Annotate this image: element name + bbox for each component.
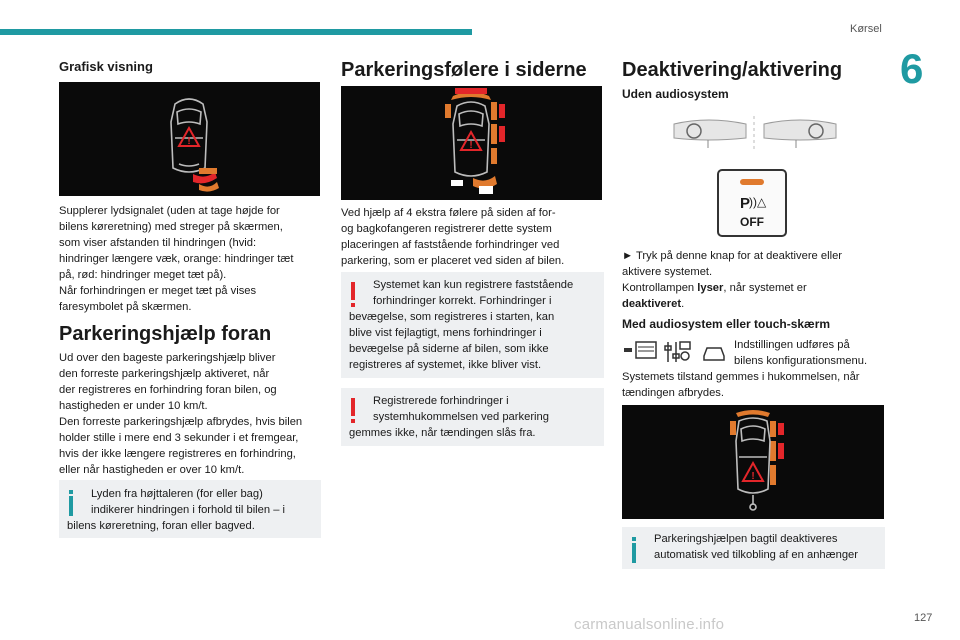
text-line: tændingen afbrydes.: [622, 387, 724, 399]
paragraph-instruction: [622, 248, 884, 312]
text-line: og bagkofangeren registrerer dette system: [341, 223, 552, 235]
text-line: indikerer hindringen i forhold til bilen – i: [91, 504, 286, 516]
text-line: .: [681, 298, 685, 310]
svg-text:!: !: [751, 471, 755, 482]
text-line: Registrerede forhindringer i: [373, 395, 509, 407]
info-icon: [67, 490, 75, 516]
warning-icon: [349, 398, 357, 424]
paragraph-grafisk: [59, 203, 321, 315]
page-number: 127: [914, 612, 933, 624]
text-line: Lyden fra højttaleren (for eller bag): [91, 488, 263, 500]
text-line: hindringer længere væk, orange: hindringer tæt: [59, 253, 294, 265]
text-line: , når systemet er: [723, 282, 807, 294]
paragraph-foran: [59, 350, 321, 478]
text-line: Parkeringshjælpen bagtil deaktiveres: [654, 533, 838, 545]
text-line: hvis der ikke længere registreres en forhindring,: [59, 448, 296, 460]
text-line: parkering, som er placeret ved siden af bilen.: [341, 255, 565, 267]
parking-sensor-off-button-icon[interactable]: [717, 169, 787, 237]
text-line: holder stille i mere end 3 sekunder i et fremgear,: [59, 432, 299, 444]
text-line: registreres af systemet, ikke bliver vist.: [349, 359, 542, 371]
info-icon: [630, 537, 638, 563]
heading-parkeringsfoelere: Parkeringsfølere i siderne: [341, 59, 587, 81]
text-line: Systemet kan kun registrere faststående: [373, 279, 574, 291]
info-note-foran: [59, 480, 321, 538]
paragraph-side-sensors: [341, 205, 603, 269]
heading-deaktivering: Deaktivering/aktivering: [622, 59, 843, 81]
button-off-label: OFF: [740, 215, 764, 229]
figure-rear-sensor-display: [59, 82, 320, 196]
text-line: bilens køreretning) med streger på skærmen,: [59, 221, 283, 233]
text-line: Systemets tilstand gemmes i hukommelsen, når: [622, 371, 860, 383]
warning-note-1: [341, 272, 604, 378]
text-line: Supplerer lydsignalet (uden at tage højde for: [59, 205, 280, 217]
text-line: bevægelse på siderne af bilen, som ikke: [349, 343, 549, 355]
button-p-label: P: [740, 195, 751, 212]
text-line: Den forreste parkeringshjælp afbrydes, hvis bilen: [59, 416, 303, 428]
paragraph-settings: [734, 337, 894, 369]
svg-text:!: !: [469, 140, 473, 151]
warning-icon: [349, 282, 357, 308]
heading-grafisk-visning: Grafisk visning: [59, 59, 153, 74]
text-line: den forreste parkeringshjælp aktiveret, når: [59, 368, 270, 380]
car-trailer-view-icon: [622, 405, 884, 519]
text-line: hastigheden er under 10 km/t.: [59, 400, 208, 412]
text-line: placeringen af faststående forhindringer ved: [341, 239, 560, 251]
text-line: forhindringer korrekt. Forhindringer i: [373, 295, 552, 307]
text-line: Indstillingen udføres på: [734, 339, 850, 351]
header-accent-bar: [0, 29, 472, 35]
text-line: gemmes ikke, når tændingen slås fra.: [349, 427, 536, 439]
text-line: på, rød: hindringer meget tæt på).: [59, 269, 227, 281]
paragraph-memory: [622, 369, 884, 401]
text-bold: deaktiveret: [622, 298, 682, 310]
text-line: blive vist fejlagtigt, mens forhindringer i: [349, 327, 542, 339]
figure-rear-trailer-display: [622, 405, 884, 519]
figure-side-sensor-display: [341, 86, 602, 200]
dashboard-steering-wheels: [672, 112, 838, 154]
heading-parkeringshjaelp-foran: Parkeringshjælp foran: [59, 323, 272, 345]
text-bold: lyser: [697, 282, 724, 294]
text-line: Når forhindringen er meget tæt på vises: [59, 285, 257, 297]
settings-icons: [622, 338, 730, 366]
watermark-text: carmanualsonline.info: [574, 616, 725, 633]
info-note-trailer: [622, 527, 885, 569]
text-line: Ud over den bageste parkeringshjælp bliver: [59, 352, 276, 364]
vehicle-settings-icon: [622, 338, 730, 366]
text-line: der registreres en forhindring foran bilen, og: [59, 384, 277, 396]
text-line: bevægelse, som registreres i starten, kan: [349, 311, 555, 323]
text-line: bilens køreretning, foran eller bagved.: [67, 520, 255, 532]
text-line: Kontrollampen: [622, 282, 698, 294]
text-line: systemhukommelsen ved parkering: [373, 411, 549, 423]
steering-wheel-icon: [672, 112, 838, 154]
text-line: Ved hjælp af 4 ekstra følere på siden af for-: [341, 207, 556, 219]
car-top-view-icon: [59, 82, 320, 196]
subheading-med-audiosystem: Med audiosystem eller touch-skærm: [622, 317, 831, 331]
section-label: Kørsel: [850, 23, 882, 35]
text-line: automatisk ved tilkobling af en anhænger: [654, 549, 858, 561]
subheading-uden-audiosystem: Uden audiosystem: [622, 87, 729, 101]
warning-note-2: [341, 388, 604, 446]
text-line: faresymbolet på skærmen.: [59, 301, 192, 313]
text-line: aktivere systemet.: [622, 266, 713, 278]
car-side-sensors-icon: [341, 86, 602, 200]
sensor-waves-icon: ))△: [749, 195, 767, 209]
text-line: eller når hastigheden er over 10 km/t.: [59, 464, 245, 476]
chapter-number: 6: [900, 45, 924, 92]
car-outline-icon: [704, 348, 724, 360]
text-line: bilens konfigurationsmenu.: [734, 355, 868, 367]
text-line: som viser afstanden til hindringen (hvid:: [59, 237, 257, 249]
indicator-lamp: [740, 179, 764, 185]
svg-text:!: !: [187, 136, 191, 147]
text-line: ► Tryk på denne knap for at deaktivere eller: [622, 250, 843, 262]
